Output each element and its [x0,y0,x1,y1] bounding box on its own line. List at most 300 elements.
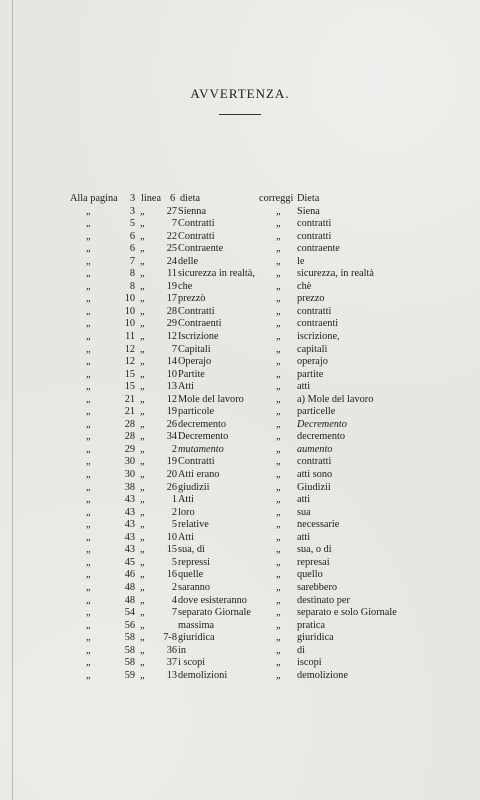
correction-text: contraenti [297,318,339,330]
error-text: i scopi [178,657,206,669]
ditto-mark: „ [140,594,145,606]
ditto-mark: „ [86,318,91,330]
error-text: Contratti [178,305,215,317]
error-text: delle [178,255,199,267]
ditto-mark: „ [140,305,145,317]
line-number: 4 [171,594,177,606]
ditto-mark: „ [86,632,91,644]
error-text: giuridica [178,632,215,644]
ditto-mark: „ [140,669,145,681]
header-correggi: correggi [259,193,294,204]
page-number: 38 [124,481,135,493]
table-row [0,306,480,319]
page-number: 11 [125,331,135,343]
line-number: 13 [166,669,177,681]
ditto-mark: „ [140,619,145,631]
correction-text: destinato per [297,594,350,606]
correction-text: giuridica [297,632,334,644]
line-number: 28 [166,305,177,317]
table-row [0,557,480,570]
ditto-mark: „ [276,569,281,581]
ditto-mark: „ [276,644,281,656]
table-row [0,595,480,608]
correction-text: sicurezza, in realtà [297,268,374,280]
ditto-mark: „ [140,268,145,280]
ditto-mark: „ [86,218,91,230]
table-row [0,419,480,432]
table-row [0,256,480,269]
correction-text: iscopi [297,657,322,669]
line-number: 26 [166,418,177,430]
error-text: relative [178,519,209,531]
page-number: 28 [124,418,135,430]
line-number: 7-8 [163,632,177,644]
ditto-mark: „ [276,481,281,493]
ditto-mark: „ [276,331,281,343]
ditto-mark: „ [86,205,91,217]
line-number: 29 [166,318,177,330]
correction-text: sua [297,506,311,518]
table-row [0,243,480,256]
line-number: 24 [166,255,177,267]
ditto-mark: „ [276,381,281,393]
table-row [0,620,480,633]
line-number: 7 [171,343,177,355]
ditto-mark: „ [140,544,145,556]
ditto-mark: „ [276,318,281,330]
header-page-number: 3 [130,193,136,204]
page-number: 28 [124,431,135,443]
ditto-mark: „ [140,293,145,305]
ditto-mark: „ [86,669,91,681]
line-number: 1 [171,494,177,506]
line-number: 5 [171,556,177,568]
table-row [0,670,480,683]
correction-text: atti sono [297,469,333,481]
correction-text: di [297,644,306,656]
ditto-mark: „ [140,243,145,255]
line-number: 20 [166,469,177,481]
page-number: 56 [124,619,135,631]
table-row [0,645,480,658]
ditto-mark: „ [276,669,281,681]
ditto-mark: „ [86,657,91,669]
ditto-mark: „ [140,456,145,468]
correction-text: Decremento [297,418,347,430]
table-row [0,494,480,507]
ditto-mark: „ [276,494,281,506]
ditto-mark: „ [276,519,281,531]
table-row [0,469,480,482]
ditto-mark: „ [276,205,281,217]
correction-text: Giudizii [297,481,331,493]
line-number: 25 [166,243,177,255]
ditto-mark: „ [140,657,145,669]
page-number: 48 [124,594,135,606]
line-number: 12 [166,331,177,343]
table-row [0,231,480,244]
ditto-mark: „ [86,343,91,355]
ditto-mark: „ [140,356,145,368]
error-text: Decremento [178,431,229,443]
correction-text: contratti [297,305,332,317]
errata-header-row [0,193,480,206]
error-text: saranno [178,581,211,593]
page-number: 30 [124,456,135,468]
table-row [0,406,480,419]
ditto-mark: „ [86,581,91,593]
errata-rows [0,206,480,683]
ditto-mark: „ [140,531,145,543]
correction-text: represai [297,556,330,568]
table-row [0,582,480,595]
ditto-mark: „ [140,368,145,380]
line-number: 36 [166,644,177,656]
ditto-mark: „ [86,243,91,255]
correction-text: Siena [297,205,320,217]
correction-text: iscrizione, [297,331,340,343]
page-number: 10 [124,293,135,305]
line-number: 17 [166,293,177,305]
table-row [0,632,480,645]
ditto-mark: „ [276,544,281,556]
ditto-mark: „ [276,581,281,593]
page-number: 45 [124,556,135,568]
error-text: sicurezza in realtà, [178,268,255,280]
table-row [0,544,480,557]
error-text: loro [178,506,195,518]
error-text: decremento [178,418,227,430]
page-title: AVVERTENZA. [190,86,290,101]
error-text: Atti [178,381,195,393]
header-line-number: 6 [170,193,176,204]
ditto-mark: „ [86,230,91,242]
line-number: 26 [166,481,177,493]
line-number: 7 [171,607,177,619]
page-number: 46 [124,569,135,581]
ditto-mark: „ [86,469,91,481]
error-text: Contratti [178,218,215,230]
ditto-mark: „ [140,418,145,430]
ditto-mark: „ [140,331,145,343]
table-row [0,281,480,294]
correction-text: separato e solo Giornale [297,607,397,619]
ditto-mark: „ [276,393,281,405]
table-row [0,444,480,457]
page-number: 15 [124,381,135,393]
error-text: Iscrizione [178,331,219,343]
ditto-mark: „ [276,607,281,619]
ditto-mark: „ [140,632,145,644]
ditto-mark: „ [86,506,91,518]
error-text: in [178,644,187,656]
line-number: 12 [166,393,177,405]
ditto-mark: „ [140,406,145,418]
line-number: 2 [171,581,177,593]
error-text: Mole del lavoro [178,393,244,405]
ditto-mark: „ [276,406,281,418]
page-number: 54 [124,607,135,619]
table-row [0,657,480,670]
error-text: sua, di [178,544,205,556]
ditto-mark: „ [86,293,91,305]
page-number: 43 [124,494,135,506]
ditto-mark: „ [86,569,91,581]
ditto-mark: „ [276,556,281,568]
page-number: 7 [129,255,135,267]
ditto-mark: „ [86,406,91,418]
ditto-mark: „ [276,632,281,644]
line-number: 11 [167,268,177,280]
ditto-mark: „ [276,594,281,606]
ditto-mark: „ [140,393,145,405]
errata-table [0,193,480,682]
line-number: 7 [171,218,177,230]
line-number: 2 [171,506,177,518]
line-number: 37 [166,657,177,669]
ditto-mark: „ [140,343,145,355]
page-number: 58 [124,632,135,644]
table-row [0,318,480,331]
error-text: Contratti [178,456,215,468]
page-number: 12 [124,343,135,355]
ditto-mark: „ [276,456,281,468]
ditto-mark: „ [86,494,91,506]
ditto-mark: „ [140,255,145,267]
correction-text: le [297,255,305,267]
ditto-mark: „ [86,644,91,656]
line-number: 22 [166,230,177,242]
page-number: 58 [124,657,135,669]
correction-text: contratti [297,218,332,230]
line-number: 13 [166,381,177,393]
header-error-text: dieta [180,193,201,204]
table-row [0,331,480,344]
ditto-mark: „ [86,519,91,531]
ditto-mark: „ [86,544,91,556]
error-text: separato Giornale [178,607,251,619]
page-number: 10 [124,305,135,317]
ditto-mark: „ [140,205,145,217]
line-number: 2 [171,443,177,455]
correction-text: capitali [297,343,328,355]
ditto-mark: „ [86,368,91,380]
ditto-mark: „ [86,443,91,455]
error-text: particole [178,406,215,418]
error-text: repressi [178,556,211,568]
error-text: Contraenti [178,318,222,330]
correction-text: atti [297,531,311,543]
ditto-mark: „ [140,230,145,242]
page-number: 8 [129,280,135,292]
correction-text: pratica [297,619,326,631]
table-row [0,482,480,495]
line-number: 5 [171,519,177,531]
page-number: 6 [129,230,135,242]
ditto-mark: „ [140,280,145,292]
correction-text: contraente [297,243,340,255]
line-number: 10 [166,368,177,380]
ditto-mark: „ [276,280,281,292]
ditto-mark: „ [140,218,145,230]
ditto-mark: „ [140,581,145,593]
ditto-mark: „ [86,255,91,267]
error-text: Capitali [178,343,211,355]
ditto-mark: „ [140,481,145,493]
ditto-mark: „ [276,255,281,267]
line-number: 19 [166,456,177,468]
ditto-mark: „ [86,531,91,543]
error-text: demolizioni [178,669,228,681]
correction-text: contratti [297,230,332,242]
page-number: 43 [124,544,135,556]
table-row [0,293,480,306]
ditto-mark: „ [86,431,91,443]
page-number: 15 [124,368,135,380]
page-number: 12 [124,356,135,368]
error-text: Atti erano [178,469,220,481]
ditto-mark: „ [276,443,281,455]
ditto-mark: „ [86,556,91,568]
correction-text: operajo [297,356,328,368]
error-text: Partite [178,368,205,380]
error-text: Contraente [178,243,224,255]
page-number: 30 [124,469,135,481]
table-row [0,519,480,532]
ditto-mark: „ [140,381,145,393]
error-text: mutamento [178,443,224,455]
ditto-mark: „ [276,431,281,443]
page-number: 43 [124,506,135,518]
ditto-mark: „ [86,331,91,343]
error-text: massima [178,619,215,631]
table-row [0,206,480,219]
correction-text: sua, o di [297,544,332,556]
ditto-mark: „ [276,230,281,242]
ditto-mark: „ [140,519,145,531]
error-text: Operajo [178,356,212,368]
table-row [0,607,480,620]
table-row [0,218,480,231]
correction-text: a) Mole del lavoro [297,393,374,405]
page-number: 5 [129,218,135,230]
error-text: prezzò [178,293,206,305]
ditto-mark: „ [140,569,145,581]
table-row [0,268,480,281]
ditto-mark: „ [86,305,91,317]
correction-text: atti [297,494,311,506]
correction-text: prezzo [297,293,325,305]
correction-text: atti [297,381,311,393]
ditto-mark: „ [86,356,91,368]
ditto-mark: „ [276,356,281,368]
table-row [0,369,480,382]
ditto-mark: „ [276,343,281,355]
ditto-mark: „ [140,506,145,518]
page-number: 3 [129,205,135,217]
correction-text: decremento [297,431,346,443]
error-text: Atti [178,531,195,543]
error-text: Sienna [178,205,207,217]
error-text: giudizii [178,481,210,493]
table-row [0,569,480,582]
ditto-mark: „ [276,619,281,631]
page-number: 58 [124,644,135,656]
table-row [0,344,480,357]
correction-text: chè [297,280,312,292]
ditto-mark: „ [276,506,281,518]
correction-text: necessarie [297,519,340,531]
ditto-mark: „ [140,607,145,619]
line-number: 16 [166,569,177,581]
line-number: 10 [166,531,177,543]
line-number: 19 [166,406,177,418]
ditto-mark: „ [86,280,91,292]
ditto-mark: „ [276,305,281,317]
ditto-mark: „ [276,418,281,430]
line-number: 27 [166,205,177,217]
ditto-mark: „ [276,368,281,380]
page-number: 43 [124,519,135,531]
error-text: Atti [178,494,195,506]
correction-text: particelle [297,406,336,418]
error-text: quelle [178,569,204,581]
error-text: che [178,280,193,292]
table-row [0,456,480,469]
ditto-mark: „ [86,456,91,468]
ditto-mark: „ [140,318,145,330]
line-number: 14 [166,356,177,368]
ditto-mark: „ [86,268,91,280]
correction-text: partite [297,368,324,380]
error-text: Contratti [178,230,215,242]
table-row [0,507,480,520]
page-number: 6 [129,243,135,255]
line-number: 34 [166,431,177,443]
correction-text: quello [297,569,323,581]
page-number: 29 [124,443,135,455]
correction-text: aumento [297,443,333,455]
ditto-mark: „ [86,607,91,619]
ditto-mark: „ [276,657,281,669]
header-alla-pagina: Alla pagina [70,193,118,204]
ditto-mark: „ [276,469,281,481]
ditto-mark: „ [140,494,145,506]
correction-text: demolizione [297,669,348,681]
page-number: 21 [124,406,135,418]
error-text: dove esisteranno [178,594,247,606]
ditto-mark: „ [140,443,145,455]
ditto-mark: „ [140,644,145,656]
header-correction-text: Dieta [297,193,320,204]
ditto-mark: „ [86,418,91,430]
page-number: 48 [124,581,135,593]
page-number: 43 [124,531,135,543]
title-underline [219,114,261,115]
page-number: 10 [124,318,135,330]
ditto-mark: „ [276,218,281,230]
table-row [0,356,480,369]
ditto-mark: „ [86,619,91,631]
ditto-mark: „ [140,556,145,568]
line-number: 19 [166,280,177,292]
ditto-mark: „ [86,481,91,493]
ditto-mark: „ [140,431,145,443]
ditto-mark: „ [276,293,281,305]
ditto-mark: „ [86,393,91,405]
page-number: 21 [124,393,135,405]
ditto-mark: „ [86,381,91,393]
